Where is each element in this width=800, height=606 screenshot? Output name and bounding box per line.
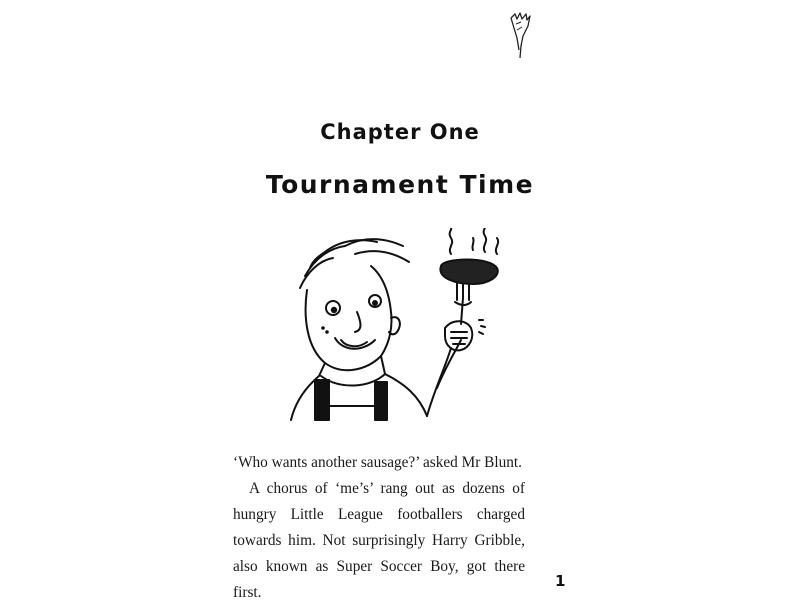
boy-with-sausage-illustration xyxy=(285,228,515,428)
body-text xyxy=(233,450,525,606)
page-number: 1 xyxy=(555,572,566,590)
paragraph: A chorus of ‘me’s’ rang out as dozens of hungry Little League footballers charged towards him. Not surprisingly Harry Gribble, also known as Super Soccer Boy, got there first. xyxy=(233,480,525,601)
paragraph: ‘Who wants another sausage?’ asked Mr Blunt. xyxy=(233,454,522,471)
chapter-label: Chapter One xyxy=(320,120,480,144)
corner-doodle-icon xyxy=(507,12,533,60)
chapter-title: Tournament Time xyxy=(265,170,535,199)
